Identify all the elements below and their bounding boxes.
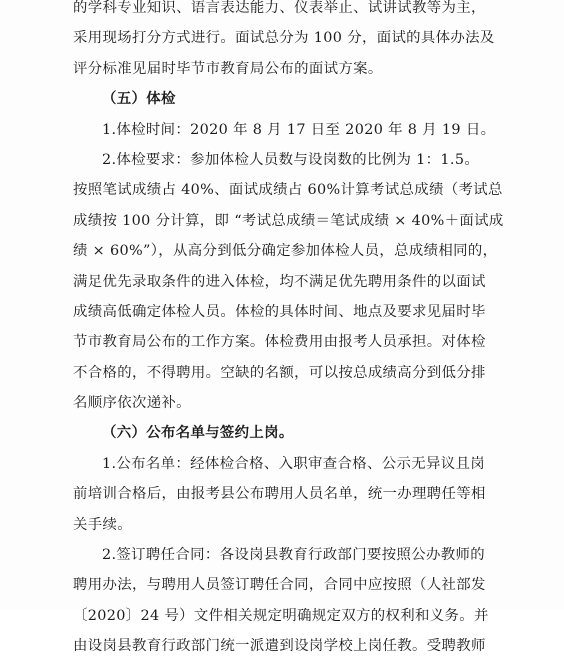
paragraph-line: 2.签订聘任合同：各设岗县教育行政部门要按照公办教师的 [102,547,485,564]
paragraph-line: 1.体检时间：2020 年 8 月 17 日至 2020 年 8 月 19 日。 [102,121,496,138]
section-heading-physical-exam: （五）体检 [102,90,176,108]
paragraph-line: 满足优先录取条件的进入体检，均不满足优先聘用条件的以面试 [73,273,486,290]
paragraph-line: 聘用办法，与聘用人员签订聘任合同，合同中应按照（人社部发 [73,577,486,594]
paragraph-line: 按照笔试成绩占 40%、面试成绩占 60%计算考试总成绩（考试总 [73,182,503,199]
paragraph-line: 前培训合格后，由报考县公布聘用人员名单，统一办理聘任等相 [73,486,486,503]
paragraph-line: 1.公布名单：经体检合格、入职审查合格、公示无异议且岗 [102,455,485,472]
paragraph-line: 绩 × 60%”），从高分到低分确定参加体检人员，总成绩相同的， [73,243,498,260]
paragraph-line: 成绩高低确定体检人员。体检的具体时间、地点及要求见届时毕 [73,303,486,320]
paragraph-line: 成绩按 100 分计算，即 “考试总成绩＝笔试成绩 × 40%＋面试成 [73,212,504,229]
paragraph-line: 关手续。 [73,516,132,533]
paragraph-line: 2.体检要求：参加体检人员数与设岗数的比例为 1：1.5。 [102,151,480,168]
paragraph-line: 节市教育局公布的工作方案。体检费用由报考人员承担。对体检 [73,334,486,351]
paragraph-line: 的学科专业知识、语言表达能力、仪表举止、试讲试教等为主， [73,0,486,16]
paragraph-line: 不合格的，不得聘用。空缺的名额，可以按总成绩高分到低分排 [73,364,486,381]
paragraph-line: 〔2020〕24 号）文件相关规定明确规定双方的权利和义务。并 [73,607,489,624]
paragraph-line: 由设岗县教育行政部门统一派遣到设岗学校上岗任教。受聘教师 [73,638,486,655]
section-heading-publish-list: （六）公布名单与签约上岗。 [102,424,294,442]
paragraph-line: 名顺序依次递补。 [73,395,191,412]
paragraph-line: 评分标准见届时毕节市教育局公布的面试方案。 [73,60,383,77]
paragraph-line: 采用现场打分方式进行。面试总分为 100 分，面试的具体办法及 [73,30,495,47]
document-body [73,0,504,662]
